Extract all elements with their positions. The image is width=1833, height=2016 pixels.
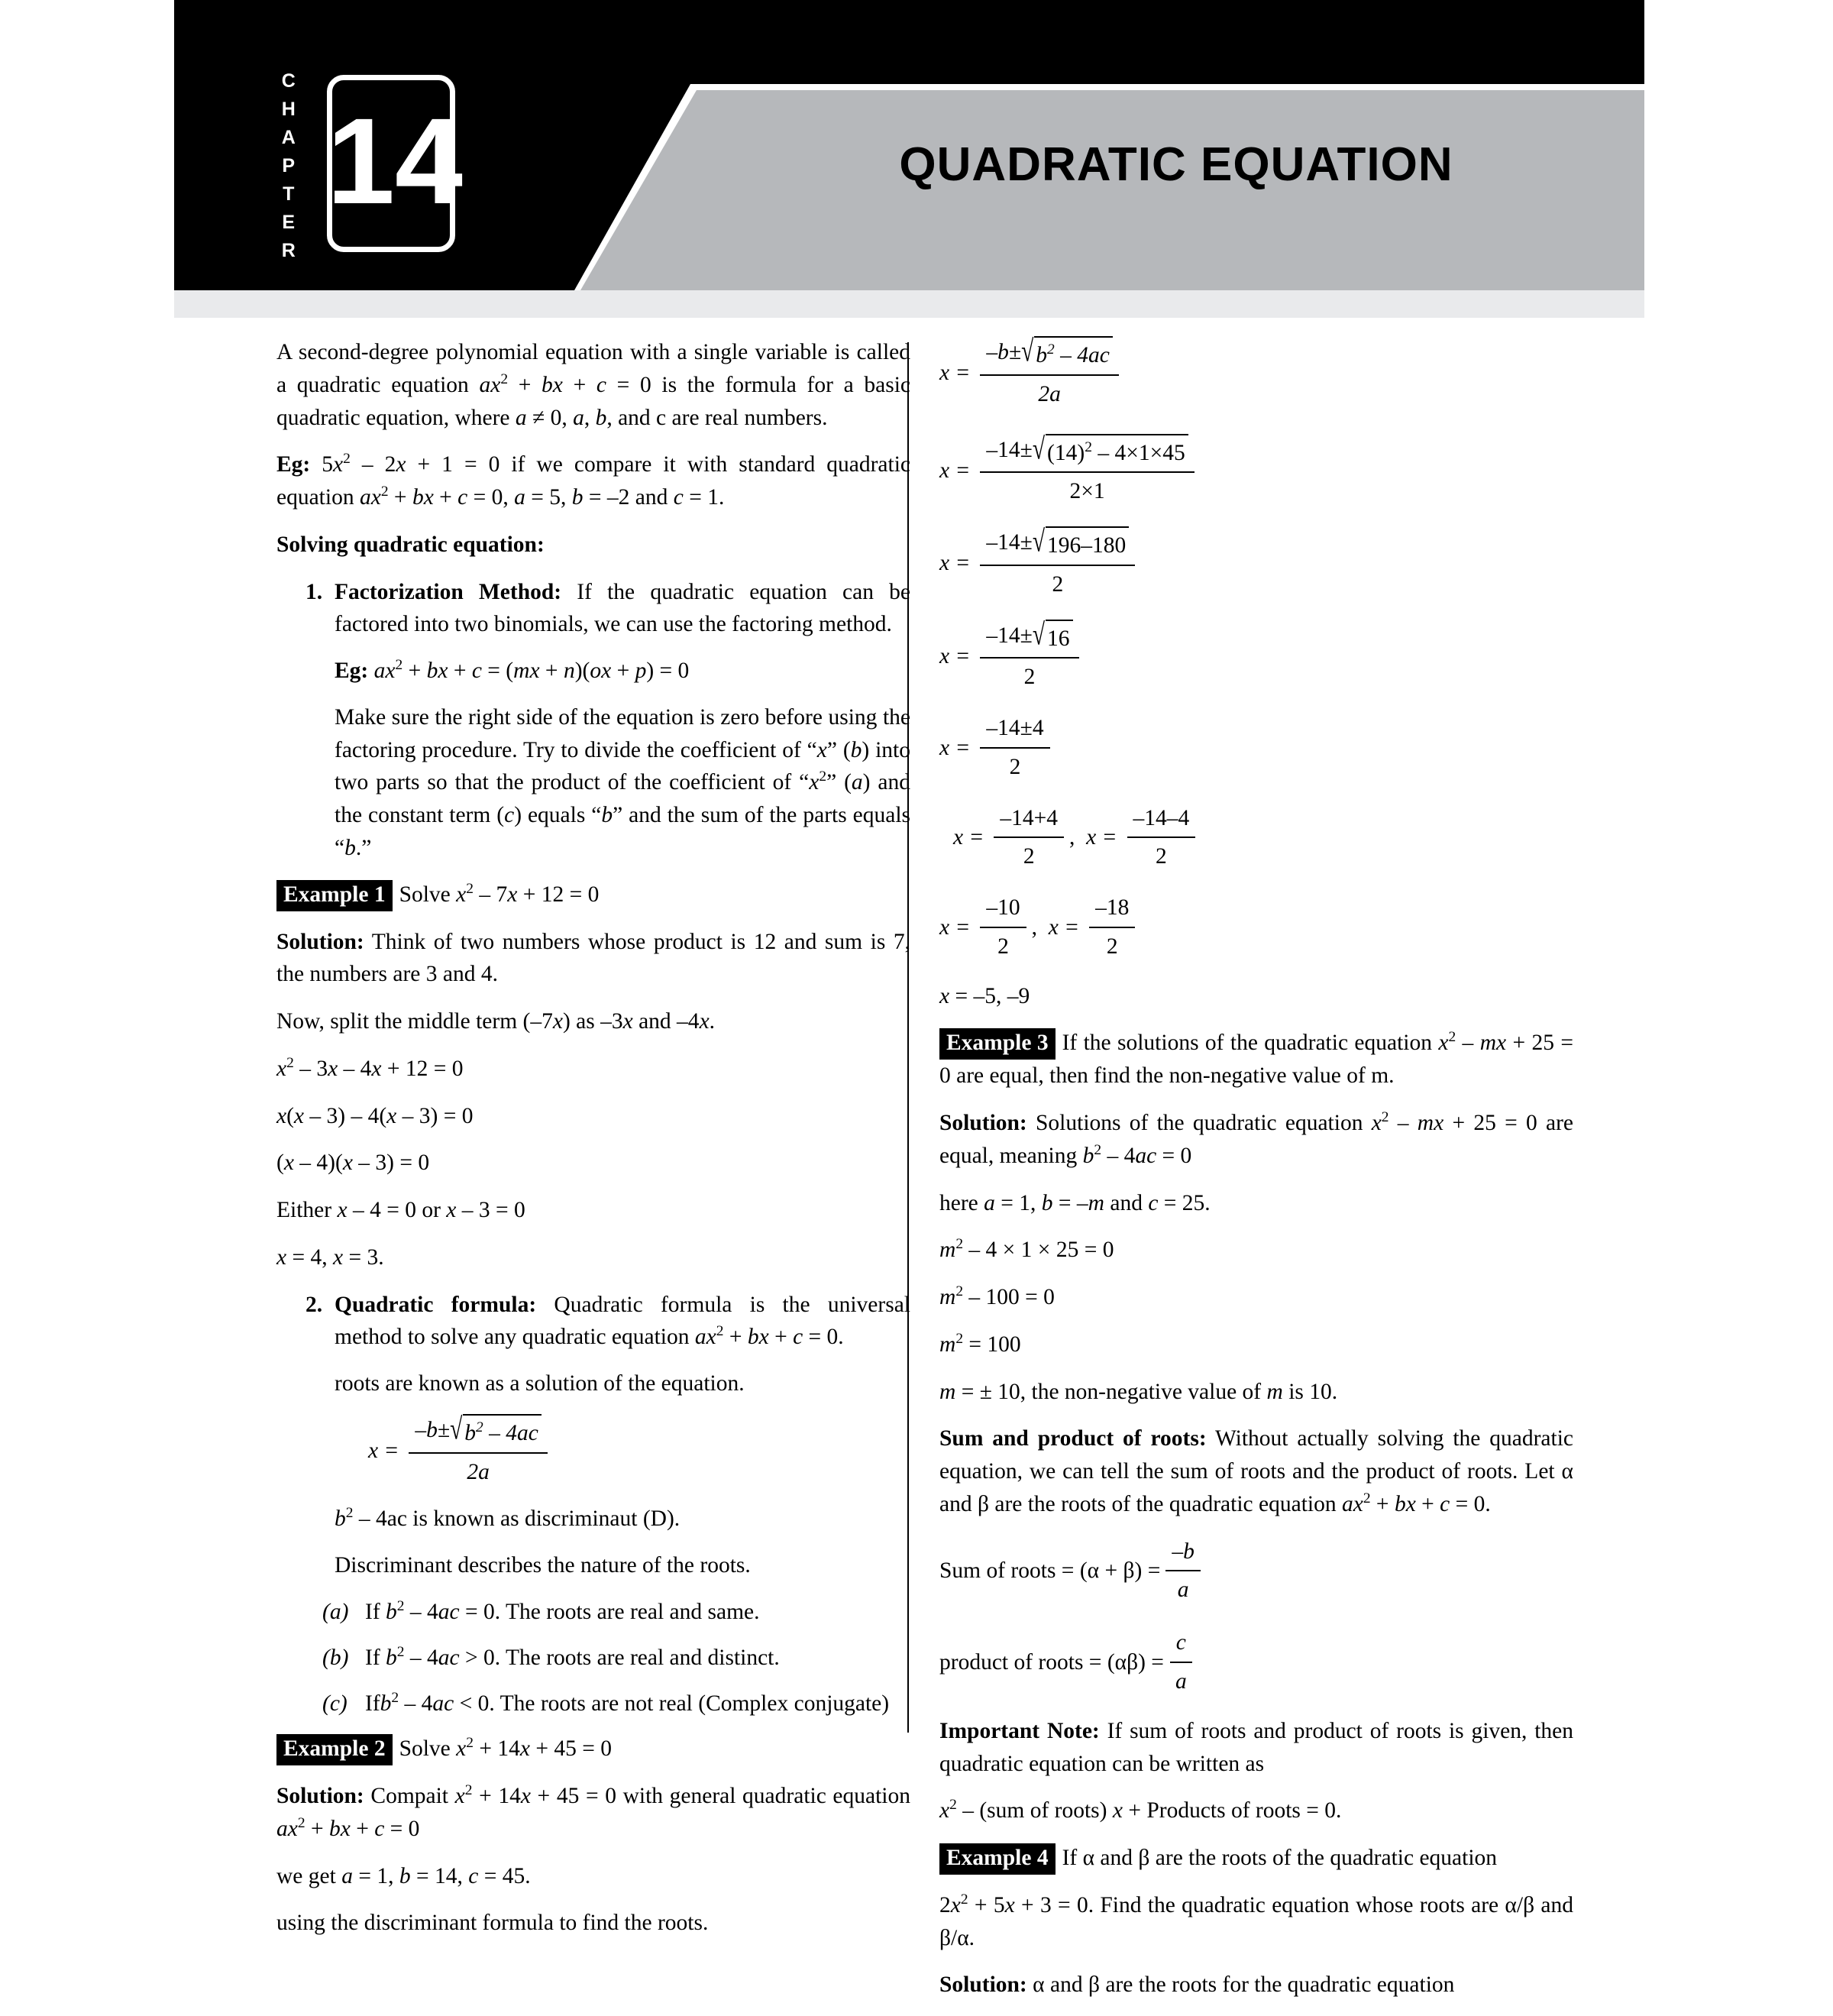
condition-a-text: If $b^2 - 4ac = 0$. The roots are real and same. — [365, 1598, 760, 1624]
example-2-line: Example 2 Solve $x^2 + 14x + 45 = 0$ — [276, 1733, 910, 1765]
example-2-solution: Solution: Compait $x^2 + 14x + 45 = 0$ with general quadratic equation $ax^2$ + bx + c = 0 — [276, 1782, 911, 1841]
example-4-statement-cont: $2x^2 + 5x + 3 = 0$. Find the quadratic equation whose roots are α/β and β/α. — [939, 1891, 1573, 1950]
rc-formula-2-lhs: x = — [939, 458, 971, 483]
example-1-step-6: x = 4, x = 3. — [276, 1244, 384, 1270]
rc-formula-3-lhs: x = — [939, 551, 971, 576]
important-note-paragraph — [939, 1715, 1573, 1781]
example-4-solution — [939, 1969, 1573, 2001]
important-note-heading: Important Note: — [939, 1718, 1100, 1743]
rc-formula-1-den: 2a — [1038, 381, 1061, 406]
product-of-roots-equation — [939, 1626, 1573, 1698]
example-1-tag: Example 1 — [276, 880, 393, 911]
example-1-solution: Solution: Think of two numbers whose product is 12 and sum is 7, the numbers are 3 and 4. — [276, 929, 910, 987]
sum-product-paragraph: Sum and product of roots: Without actually solving the quadratic equation, we can tell the sum of roots and the product of roots. Let α and β are the roots of the quadratic equation $ax^2$ + bx + c = 0. — [939, 1426, 1573, 1516]
example-2-closing: using the discriminant formula to find the roots. — [276, 1911, 709, 1936]
rc-pair1-a-num: –14+4 — [994, 802, 1064, 839]
rc-pair1-b-num: –14–4 — [1127, 802, 1196, 839]
example-4-line: Example 4 If α and β are the roots of the quadratic equation — [939, 1842, 1573, 1875]
rc-formula-5-lhs: x = — [939, 735, 971, 760]
rc-pair1-b-lhs: x = — [1086, 825, 1117, 850]
rc-formula-4-fraction — [980, 620, 1078, 694]
example-2-tag: Example 2 — [276, 1734, 393, 1765]
rc-formula-1-lhs: x = — [939, 361, 971, 386]
page-title: QUADRATIC EQUATION — [899, 138, 1453, 191]
chapter-vertical-label — [273, 67, 304, 265]
rc-root-pair-2 — [939, 892, 1573, 963]
rc-formula-1-fraction — [980, 336, 1118, 411]
example-3-line: Example 3 If the solutions of the quadratic equation $x^2$ – mx + 25 = 0 are equal, then find the non-negative value of m. — [939, 1029, 1573, 1089]
sum-of-roots-num: –b — [1165, 1535, 1201, 1572]
rc-pair2-a-lhs: x = — [939, 914, 971, 940]
rc-pair1-a-fraction — [994, 802, 1064, 874]
condition-b — [322, 1642, 910, 1675]
chapter-letter-c: C — [281, 70, 296, 92]
product-of-roots-den: a — [1175, 1669, 1187, 1694]
example-3-step-2: $m^2 - 4 \times 1 \times 25 = 0$ — [939, 1236, 1114, 1263]
rc-pair2-b-den: 2 — [1106, 934, 1118, 959]
product-of-roots-num: c — [1170, 1626, 1192, 1663]
list-item-factorization — [276, 576, 910, 642]
rc-pair2-comma: , — [1031, 914, 1049, 940]
formula-lhs: x = — [368, 1438, 399, 1464]
formula-fraction — [409, 1414, 547, 1489]
rc-pair2-b-fraction — [1089, 892, 1135, 963]
rc-formula-3-fraction — [980, 526, 1135, 601]
factorization-paragraph: Make sure the right side of the equation is zero before using the factoring procedure. Try to divide the coefficient of “x” (b) into two parts so that the product of the coefficient of “$x^2$” (a) and the constant term (c) equals “b” and the sum of the parts equals “b.” — [335, 704, 911, 860]
important-note-text: If sum of roots and product of roots is given, then quadratic equation can be written as — [939, 1718, 1574, 1776]
rc-pair2-a-num: –10 — [980, 892, 1026, 928]
intro-paragraph: A second-degree polynomial equation with a single variable is called a quadratic equation $ax^2$ + bx + c = 0 is the formula for a basic quadratic equation, where a ≠ 0, a, b, and c are real numbers. — [276, 340, 911, 430]
solution-label-1: Solution: — [276, 929, 364, 954]
rc-formula-4-num: –14± √ 16 — [980, 620, 1078, 659]
formula-denominator: 2a — [467, 1459, 490, 1484]
rc-pair2-b-num: –18 — [1089, 892, 1135, 928]
chapter-letter-e: E — [282, 212, 296, 233]
rc-pair1-a-lhs: x = — [953, 825, 984, 850]
chapter-letter-p: P — [282, 155, 296, 176]
page-body — [0, 335, 1833, 1998]
list-marker-2: 2. — [306, 1292, 323, 1317]
right-column — [939, 336, 1573, 2016]
rc-formula-3-num: –14± √ 196–180 — [980, 526, 1135, 566]
sum-of-roots-equation — [939, 1535, 1573, 1607]
rc-formula-2-num: –14± √ $(14)^2 - 4\times 1\times 45$ — [980, 434, 1194, 474]
example-1-step-2: $x^2 - 3x - 4x + 12 = 0$ — [276, 1054, 464, 1081]
example-3-step-5: m = ± 10, the non-negative value of m is 10. — [939, 1379, 1338, 1404]
factorization-eg: Eg: $ax^2$ + bx + c = (mx + n)(ox + p) = 0 — [335, 657, 690, 684]
discriminant-desc: Discriminant describes the nature of the roots. — [335, 1553, 751, 1578]
factorization-text: Factorization Method: If the quadratic equation can be factored into two binomials, we can use the factoring method. — [335, 579, 910, 637]
example-4-solution-text: α and β are the roots for the quadratic equation — [1033, 1972, 1455, 1998]
example-3-step-4: $m^2 = 100$ — [939, 1331, 1021, 1357]
formula-numerator: –b± √ $b^2 - 4ac$ — [409, 1414, 547, 1454]
example-4-tag: Example 4 — [939, 1843, 1056, 1875]
rc-formula-2 — [939, 434, 1573, 509]
example-1-step-4: (x – 4)(x – 3) = 0 — [276, 1150, 430, 1176]
example-3-solution: Solution: Solutions of the quadratic equation $x^2$ – mx + 25 = 0 are equal, meaning $b^2 - 4ac = 0$ — [939, 1109, 1573, 1168]
condition-c — [322, 1688, 910, 1720]
rc-formula-1-num: –b± √ $b^2 - 4ac$ — [980, 336, 1118, 376]
chapter-letter-t: T — [283, 183, 295, 205]
chapter-letter-h: H — [281, 99, 296, 120]
rc-formula-5-fraction — [980, 712, 1049, 784]
condition-b-text: If $b^2 - 4ac > 0$. The roots are real and distinct. — [365, 1643, 780, 1670]
solving-heading: Solving quadratic equation: — [276, 532, 545, 557]
condition-b-label: (b) — [322, 1645, 349, 1670]
chapter-header — [0, 0, 1833, 321]
example-1-line: Example 1 Solve $x^2 - 7x + 12 = 0$ — [276, 879, 910, 911]
rc-formula-3-den: 2 — [1052, 571, 1064, 597]
quadratic-formula-heading: Quadratic formula: — [335, 1292, 537, 1317]
example-1-step-1: Now, split the middle term (–7x) as –3x and –4x. — [276, 1009, 716, 1034]
factorization-heading: Factorization Method: — [335, 579, 562, 604]
solution-label-2: Solution: — [276, 1784, 364, 1809]
factorization-detail — [276, 655, 910, 865]
left-column — [276, 336, 910, 1954]
list-item-quadratic-formula — [276, 1289, 910, 1354]
sum-product-heading: Sum and product of roots: — [939, 1426, 1207, 1451]
rc-root-pair-1 — [939, 802, 1573, 874]
chapter-letter-a: A — [281, 127, 296, 148]
condition-a-label: (a) — [322, 1600, 349, 1624]
header-light-strip — [174, 290, 1644, 318]
rc-formula-5-den: 2 — [1009, 754, 1021, 779]
example-3-step-3: $m^2 - 100 = 0$ — [939, 1283, 1055, 1310]
important-note-equation: $x^2 - (sum$ of roots) x + Products of roots = 0. — [939, 1797, 1342, 1823]
condition-a — [322, 1596, 910, 1629]
roots-solution-line: roots are known as a solution of the equation. — [335, 1371, 745, 1396]
rc-pair2-b-lhs: x = — [1048, 914, 1080, 940]
example-3-step-1: here a = 1, b = –m and c = 25. — [939, 1190, 1211, 1215]
rc-formula-1 — [939, 336, 1573, 411]
rc-formula-4-lhs: x = — [939, 643, 971, 668]
chapter-letter-r: R — [281, 240, 296, 261]
discriminant-conditions — [276, 1596, 910, 1720]
solution-label-4: Solution: — [939, 1972, 1027, 1998]
rc-pair1-b-fraction — [1127, 802, 1196, 874]
rc-pair2-a-fraction — [980, 892, 1026, 963]
eg-line-1: Eg: $5x^2 - 2x + 1 = 0$ if we compare it with standard quadratic equation $ax^2$ + bx + c = 0, a = 5, b = –2 and c = 1. — [276, 451, 911, 510]
product-of-roots-label: product of roots = (αβ) = — [939, 1649, 1164, 1675]
solution-label-3: Solution: — [939, 1111, 1027, 1136]
list-marker-1: 1. — [306, 579, 323, 604]
rc-formula-2-fraction — [980, 434, 1194, 509]
rc-formula-4 — [939, 620, 1573, 694]
quadratic-formula-detail — [276, 1367, 910, 1582]
quadratic-formula-text: Quadratic formula: Quadratic formula is the universal method to solve any quadratic equation $ax^2$ + bx + c = 0. — [335, 1292, 910, 1350]
example-1-step-5: Either x – 4 = 0 or x – 3 = 0 — [276, 1198, 525, 1223]
sum-of-roots-fraction — [1165, 1535, 1201, 1607]
example-1-step-3: x(x – 3) – 4(x – 3) = 0 — [276, 1103, 474, 1128]
rc-roots-result: x = –5, –9 — [939, 983, 1030, 1008]
rc-formula-3 — [939, 526, 1573, 601]
rc-pair1-b-den: 2 — [1156, 844, 1167, 869]
product-of-roots-fraction — [1169, 1626, 1193, 1698]
rc-formula-5-num: –14±4 — [980, 712, 1049, 749]
example-2-values: we get a = 1, b = 14, c = 45. — [276, 1863, 531, 1888]
rc-formula-5 — [939, 712, 1573, 784]
sum-of-roots-label: Sum of roots = (α + β) = — [939, 1558, 1161, 1584]
rc-pair2-a-den: 2 — [997, 934, 1009, 959]
rc-formula-4-den: 2 — [1023, 665, 1036, 690]
discriminant-line: $b^2 - 4ac$ is known as discriminaut (D). — [335, 1505, 681, 1532]
eg-label-2: Eg: — [335, 659, 369, 684]
sum-of-roots-den: a — [1177, 1578, 1189, 1603]
chapter-number: 14 — [327, 92, 463, 229]
quadratic-formula-display — [335, 1414, 910, 1489]
rc-pair1-comma: , — [1069, 825, 1087, 850]
rc-formula-2-den: 2×1 — [1069, 479, 1105, 504]
condition-c-text: Ifb$^2$ – 4ac < 0. The roots are not real (Complex conjugate) — [365, 1689, 890, 1716]
rc-pair1-a-den: 2 — [1023, 844, 1035, 869]
condition-c-label: (c) — [322, 1691, 348, 1716]
eg-label: Eg: — [276, 452, 311, 477]
example-3-tag: Example 3 — [939, 1028, 1056, 1060]
